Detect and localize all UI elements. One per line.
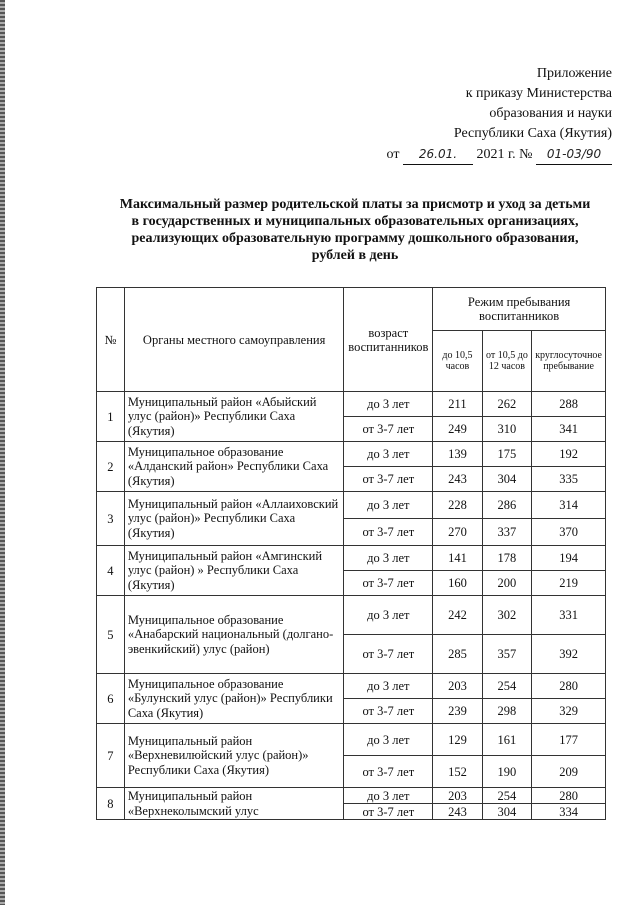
fee-value: 392: [532, 635, 606, 674]
title-line: реализующих образовательную программу дошкольного образования,: [131, 231, 579, 246]
row-number: 1: [97, 392, 125, 442]
fee-value: 219: [532, 571, 606, 596]
fee-value: 139: [433, 442, 482, 467]
organization-name: Муниципальное образование «Булунский улус (район)» Республики Саха (Якутия): [124, 674, 344, 724]
header-age: возраст воспитанников: [344, 288, 433, 392]
fee-value: 310: [482, 417, 531, 442]
header-regime: Режим пребывания воспитанников: [433, 288, 606, 331]
fee-value: 337: [482, 519, 531, 546]
row-number: 3: [97, 492, 125, 546]
fee-value: 304: [482, 804, 531, 820]
fee-value: 160: [433, 571, 482, 596]
fee-value: 331: [532, 596, 606, 635]
fee-value: 129: [433, 724, 482, 756]
age-group: до 3 лет: [344, 788, 433, 804]
age-group: от 3-7 лет: [344, 417, 433, 442]
fee-value: 254: [482, 788, 531, 804]
fee-value: 209: [532, 756, 606, 788]
age-group: до 3 лет: [344, 546, 433, 571]
fee-value: 152: [433, 756, 482, 788]
fee-value: 302: [482, 596, 531, 635]
age-group: от 3-7 лет: [344, 467, 433, 492]
table-row: [97, 674, 606, 699]
fee-value: 334: [532, 804, 606, 820]
age-group: от 3-7 лет: [344, 519, 433, 546]
header-up-to-10-5: до 10,5 часов: [433, 331, 482, 392]
fee-value: 288: [532, 392, 606, 417]
fee-value: 286: [482, 492, 531, 519]
fee-table: [96, 287, 606, 820]
fee-value: 357: [482, 635, 531, 674]
fee-value: 211: [433, 392, 482, 417]
age-group: до 3 лет: [344, 442, 433, 467]
fee-value: 203: [433, 674, 482, 699]
organization-name: Муниципальный район «Верхневилюйский улус (район)» Республики Саха (Якутия): [124, 724, 344, 788]
appendix-line: Приложение: [536, 66, 612, 81]
table-row: [97, 724, 606, 756]
fee-value: 249: [433, 417, 482, 442]
age-group: от 3-7 лет: [344, 804, 433, 820]
fee-value: 177: [532, 724, 606, 756]
table-row: [97, 788, 606, 804]
organization-name: Муниципальное образование «Алданский район» Республики Саха (Якутия): [124, 442, 344, 492]
fee-value: 175: [482, 442, 531, 467]
row-number: 8: [97, 788, 125, 820]
table-row: [97, 546, 606, 571]
fee-value: 200: [482, 571, 531, 596]
date-prefix: от: [386, 147, 400, 162]
fee-value: 203: [433, 788, 482, 804]
fee-value: 298: [482, 699, 531, 724]
header-number: №: [97, 288, 125, 392]
fee-value: 192: [532, 442, 606, 467]
age-group: от 3-7 лет: [344, 571, 433, 596]
organization-name: Муниципальное образование «Анабарский национальный (долгано-эвенкийский) улус (район): [124, 596, 344, 674]
age-group: от 3-7 лет: [344, 699, 433, 724]
organization-name: Муниципальный район «Аллаиховский улус (район)» Республики Саха (Якутия): [124, 492, 344, 546]
fee-value: 141: [433, 546, 482, 571]
title-line: в государственных и муниципальных образовательных организациях,: [131, 214, 579, 229]
header-10-5-to-12: от 10,5 до 12 часов: [482, 331, 531, 392]
fee-value: 194: [532, 546, 606, 571]
fee-value: 285: [433, 635, 482, 674]
fee-value: 161: [482, 724, 531, 756]
organization-name: Муниципальный район «Абыйский улус (район)» Республики Саха (Якутия): [124, 392, 344, 442]
table-row: [97, 442, 606, 467]
row-number: 5: [97, 596, 125, 674]
fee-value: 329: [532, 699, 606, 724]
scan-edge: [0, 0, 5, 905]
fee-value: 304: [482, 467, 531, 492]
fee-value: 190: [482, 756, 531, 788]
fee-value: 228: [433, 492, 482, 519]
fee-value: 242: [433, 596, 482, 635]
age-group: до 3 лет: [344, 492, 433, 519]
fee-value: 239: [433, 699, 482, 724]
document-title: [90, 196, 620, 264]
header-organization: Органы местного самоуправления: [124, 288, 344, 392]
organization-name: Муниципальный район «Амгинский улус (район) » Республики Саха (Якутия): [124, 546, 344, 596]
fee-value: 270: [433, 519, 482, 546]
fee-value: 243: [433, 467, 482, 492]
fee-value: 262: [482, 392, 531, 417]
table-row: [97, 392, 606, 417]
fee-value: 341: [532, 417, 606, 442]
age-group: от 3-7 лет: [344, 756, 433, 788]
fee-value: 335: [532, 467, 606, 492]
age-group: до 3 лет: [344, 392, 433, 417]
fee-value: 280: [532, 674, 606, 699]
table-row: [97, 492, 606, 519]
fee-value: 314: [532, 492, 606, 519]
organization-name: Муниципальный район «Верхнеколымский улус: [124, 788, 344, 820]
header-round-the-clock: круглосуточное пребывание: [532, 331, 606, 392]
appendix-line: к приказу Министерства: [465, 86, 612, 101]
fee-value: 254: [482, 674, 531, 699]
appendix-line: образования и науки: [489, 106, 612, 121]
fee-value: 370: [532, 519, 606, 546]
title-line: рублей в день: [311, 248, 399, 263]
title-line: Максимальный размер родительской платы за присмотр и уход за детьми: [119, 197, 591, 212]
handwritten-order-number: 01-03/90: [536, 144, 612, 165]
fee-value: 178: [482, 546, 531, 571]
handwritten-date: 26.01.: [403, 144, 473, 165]
age-group: до 3 лет: [344, 674, 433, 699]
row-number: 7: [97, 724, 125, 788]
age-group: до 3 лет: [344, 724, 433, 756]
age-group: до 3 лет: [344, 596, 433, 635]
row-number: 4: [97, 546, 125, 596]
fee-value: 280: [532, 788, 606, 804]
fee-value: 243: [433, 804, 482, 820]
row-number: 2: [97, 442, 125, 492]
table-row: [97, 596, 606, 635]
age-group: от 3-7 лет: [344, 635, 433, 674]
appendix-block: [387, 64, 612, 165]
row-number: 6: [97, 674, 125, 724]
order-year: 2021 г. №: [476, 147, 533, 162]
appendix-line: Республики Саха (Якутия): [453, 126, 612, 141]
order-date-line: [387, 144, 612, 165]
